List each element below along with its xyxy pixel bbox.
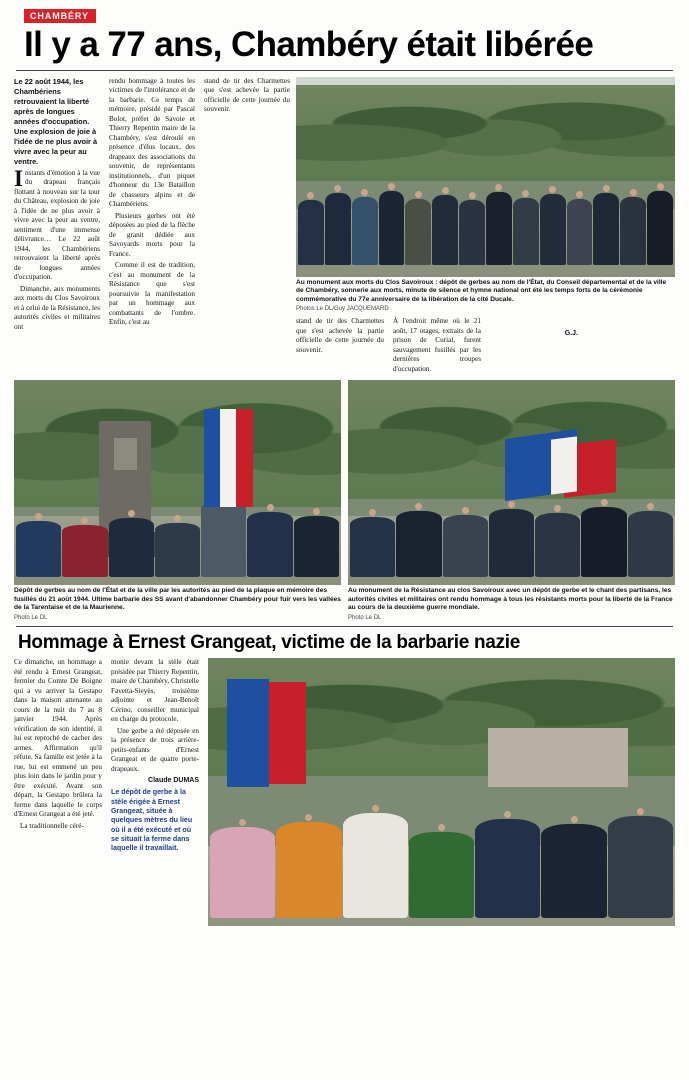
photo2-block: [14, 380, 341, 622]
article1-column-3: [204, 77, 290, 334]
photo2-figure: [62, 525, 107, 577]
photo4-building: [488, 728, 628, 787]
photo2-figure: [155, 523, 200, 577]
article2-title: Hommage à Ernest Grangeat, victime de la barbarie nazie: [18, 631, 520, 653]
photo3-figure: [535, 513, 580, 577]
photo2-credit: Photo Le DL: [14, 614, 48, 621]
photo4-people-row: [208, 784, 675, 918]
photo4-figure: [608, 816, 673, 918]
photo3-figure: [628, 511, 673, 577]
photo2-figure: [247, 512, 292, 577]
photo2-figure: [16, 521, 61, 577]
photo2-flag: [204, 409, 220, 507]
photo3-flag-white: [551, 436, 577, 495]
photo2-flag: [220, 409, 236, 507]
article1-column-5: [490, 317, 578, 376]
section-kicker: CHAMBÉRY: [24, 9, 96, 23]
article1-col1-para2: Dimanche, aux monuments aux morts du Clos Savoiroux et à celui de la Résistance, les autorités civiles et militaires ont: [14, 284, 100, 331]
article2-block: [8, 658, 681, 926]
photo1-figure: [513, 198, 539, 265]
photo1-trees: [296, 85, 675, 181]
article2-signature: Claude DUMAS: [148, 777, 199, 785]
article1-col2-para1: rendu hommage à toutes les victimes de l'intolérance et de la barbarie. Ce temps de mémoire, présidé par Pascal Bolot, préfet de Savoie et Thierry Repentin maire de la Chambéry, s'est déroulé en présence d'élus locaux, des drapeaux des associations du souvenir, de représentants institutionnels, d'un piquet d'honneur du 13e Bataillon de chasseurs alpins et de Chambériens.: [109, 76, 195, 209]
photo-clos-savoiroux: [296, 77, 675, 277]
article1-column-2: [109, 77, 195, 334]
photo2-figure: [294, 516, 339, 577]
photo3-figure: [443, 515, 488, 577]
photo1-figure: [432, 195, 458, 265]
article1-column-1: [14, 77, 100, 334]
photo1-figure: [459, 200, 485, 264]
photo1-caption: Au monument aux morts du Clos Savoiroux : dépôt de gerbes au nom de l'État, du Conseil départemental et de la ville de Chambéry, sonnerie aux morts, minute de silence et hymne national ont été les temps forts de la cérémonie commémorative du 77e anniversaire de la libération de la cité Ducale.: [296, 278, 667, 303]
article1-col1-para1: Instants d'émotion à la vue du drapeau français flottant à nouveau sur la tour du Château, explosion de joie à l'idée de ne plus avoir à vivre avec la peur au ventre, sentiment d'une immense délivrance… Le 22 août 1944, les Chambériens retrouvaient la liberté après de longues années d'occupation.: [14, 165, 100, 282]
photo1-figure: [486, 192, 512, 265]
photo2-caption: Dépôt de gerbes au nom de l'État et de la ville par les autorités au pied de la plaque en mémoire des fusillés du 21 août 1944. Ultime barbarie des SS avant d'abandonner Chambéry pour fuir vers les vallées de la Tarentaise et de la Maurienne.: [14, 587, 341, 612]
photo2-people-row: [14, 487, 341, 577]
article1-col2-para2: Plusieurs gerbes ont été déposées au pied de la flèche de granit dédiée aux Savoyards morts pour la France.: [109, 211, 195, 258]
article1-tail-columns: [296, 317, 675, 376]
photo4-figure: [541, 824, 606, 918]
photo4-flag-red: [269, 682, 306, 784]
photo-stele-grangeat: [208, 658, 675, 926]
article1-column-3b: [296, 317, 384, 376]
photo1-figure: [325, 193, 351, 265]
photo2-flag: [236, 409, 252, 507]
article2-column-1: [14, 658, 102, 926]
middle-photo-row: [8, 376, 681, 622]
photo2-monument-cross: [114, 438, 137, 471]
photo3-caption: Au monument de la Résistance au clos Savoiroux avec un dépôt de gerbe et le chant des partisans, les autorités civiles et militaires ont rendu hommage à tous les résistants morts pour la liberté de la France au cours de la deuxième guerre mondiale.: [348, 587, 673, 612]
photo1-figure: [379, 191, 405, 265]
photo4-wreath-figure: [409, 832, 474, 918]
top-article-block: [8, 77, 681, 376]
article2-col1-para2: La traditionnelle céré-: [20, 821, 84, 830]
article2-col2-para1: monie devant la stèle était présidée par Thierry Repentin, maire de Chambéry, Christelle Favetta-Sieyès, troisième adjointe et Jean-Benoît Cérino, conseiller municipal en charge du protocole.: [111, 658, 199, 724]
photo1-people-row: [296, 173, 675, 265]
photo4-flag-blue: [227, 679, 269, 786]
photo1-figure: [647, 191, 673, 265]
photo1-figure: [620, 197, 646, 265]
article1-col2-para3: Comme il est de tradition, c'est au monument de la Résistance que s'est poursuivie la manifestation par un hommage aux combattants de l'ombre. Enfin, c'est au: [109, 261, 195, 327]
photo-monument-resistance: [348, 380, 675, 585]
photo3-figure: [396, 511, 441, 577]
article1-column-4: [393, 317, 481, 376]
photo1-figure: [567, 199, 593, 264]
photo2-figure: [201, 500, 246, 577]
photo4-figure: [475, 819, 540, 918]
photo1-block: [296, 77, 675, 376]
page-title: Il y a 77 ans, Chambéry était libérée: [24, 25, 594, 64]
photo4-block: [208, 658, 675, 926]
photo1-figure: [405, 199, 431, 265]
photo1-credit: Photos Le DL/Guy JACQUEMARD: [296, 306, 389, 313]
photo4-figure: [343, 813, 408, 918]
section2-divider: [16, 626, 673, 627]
article1-col3-para1: stand de tir des Charmettes que s'est achevée la partie officielle de cette journée du souvenir.: [204, 76, 290, 114]
article2-col1-para1: Ce dimanche, un hommage a été rendu à Ernest Grangeat, fermier du Comte De Boigne qui a vu arriver la Gestapo dans la maison attenante au cours de la nuit du 7 au 8 janvier 1944. Après vérification de son identité, il lui est reproché de cacher des armes. Affirmation qu'il réfute. Sa famille est jetée à la rue, lui est emmené un peu plus loin dans le jardin pour y être exécuté. Avant son départ, la Gestapo brûlera la ferme dans laquelle le corps d'Ernest Grangeat a été jeté.: [14, 658, 102, 819]
article2-col2-para2: Une gerbe a été déposée en la présence de trois arrière-petits-enfants d'Ernest Grangeat et de quatre porte-drapeaux.: [111, 726, 199, 773]
article1-standfirst: Le 22 août 1944, les Chambériens retrouvaient la liberté après de longues années d'occupation. Une explosion de joie à l'idée de ne plus avoir à vivre avec la peur au ventre.: [14, 76, 98, 166]
photo4-figure: [210, 827, 275, 918]
photo3-figure: [581, 507, 626, 577]
photo4-figure: [276, 822, 341, 918]
article1-byline: G.J.: [564, 329, 578, 337]
article1-col4-para: À l'endroit même où le 21 août, 17 otages, extraits de la prison de Curial, furent sauvagement fusillés par les dernières troupes d'occupation.: [393, 317, 481, 373]
headline-divider: [16, 70, 673, 71]
photo2-figure: [109, 518, 154, 577]
article2-column-2: [111, 658, 199, 926]
article2-pullquote: Le dépôt de gerbe à la stèle érigée à Ernest Grangeat, située à quelques mètres du lieu où il a été exécuté et où se situait la ferme dans laquelle il travaillait.: [111, 788, 193, 853]
photo3-figure: [489, 509, 534, 577]
photo3-figure: [350, 517, 395, 577]
photo3-credit: Photo Le DL: [348, 614, 382, 621]
photo1-figure: [298, 200, 324, 264]
article1-columns: [14, 77, 288, 334]
photo1-figure: [540, 194, 566, 265]
photo1-figure: [593, 193, 619, 265]
photo-depot-gerbes: [14, 380, 341, 585]
article1-col3b-para: stand de tir des Charmettes que s'est achevée la partie officielle de cette journée du souvenir.: [296, 317, 384, 354]
photo1-figure: [352, 197, 378, 265]
photo3-block: [348, 380, 675, 622]
